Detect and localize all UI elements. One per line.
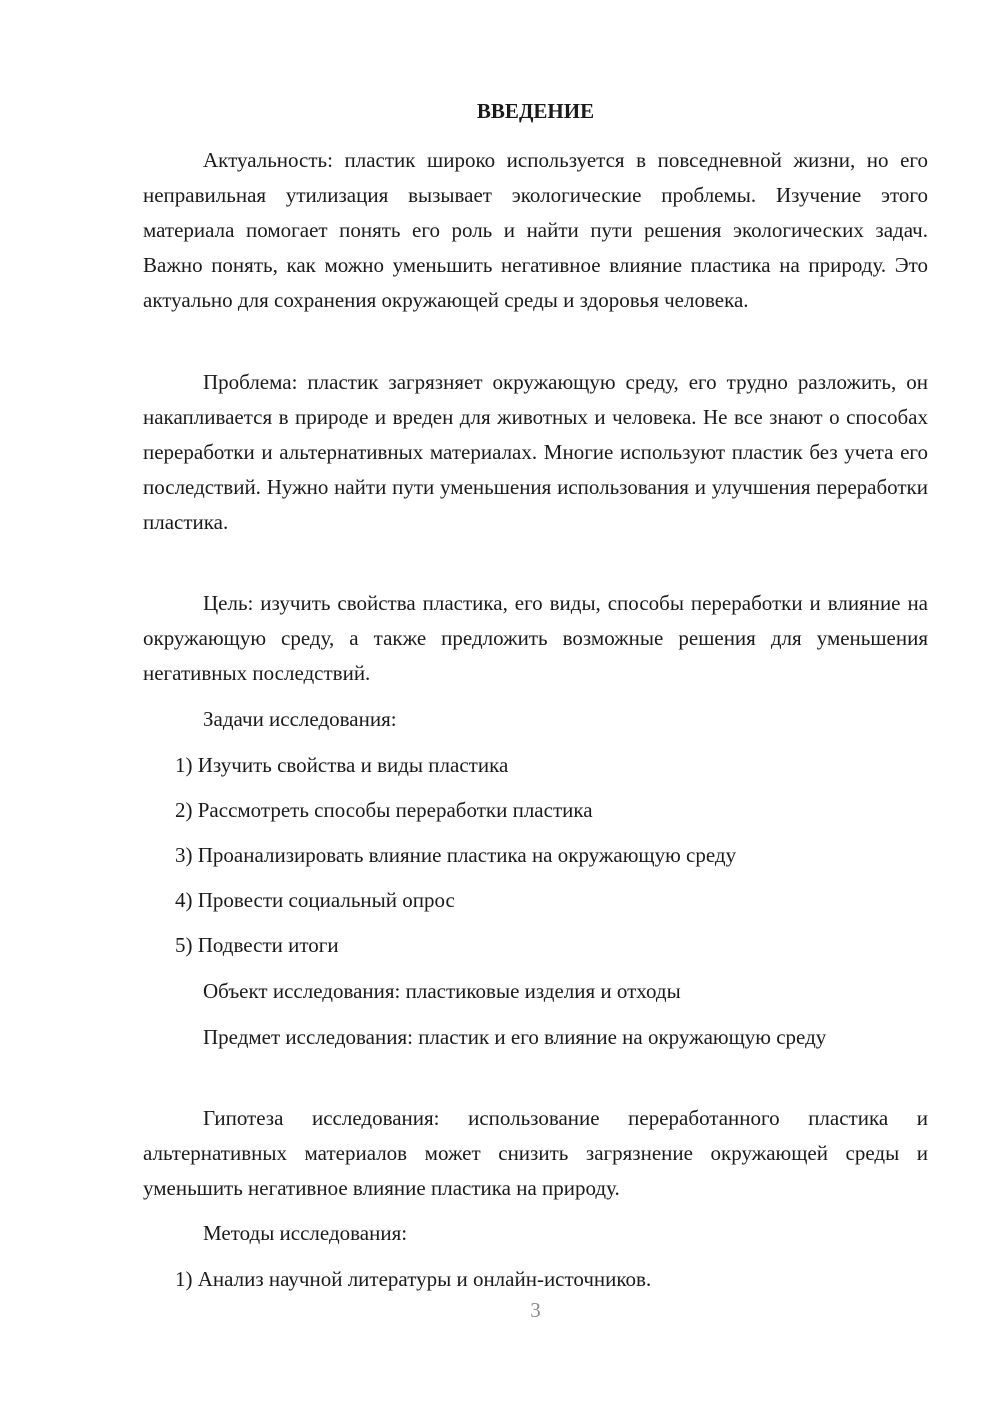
method-item: 1) Анализ научной литературы и онлайн-источников. bbox=[175, 1267, 652, 1291]
page-number: 3 bbox=[530, 1298, 541, 1322]
methods-heading: Методы исследования: bbox=[203, 1221, 408, 1245]
hypothesis-paragraph: Гипотеза исследования: использование переработанного пластика и альтернативных материалов может снизить загрязнение окружающей среды и уменьшить негативное влияние пластика на природу. bbox=[143, 1106, 928, 1200]
task-item: 5) Подвести итоги bbox=[175, 933, 339, 957]
subject-paragraph: Предмет исследования: пластик и его влияние на окружающую среду bbox=[203, 1025, 827, 1049]
problem-paragraph: Проблема: пластик загрязняет окружающую среду, его трудно разложить, он накапливается в природе и вреден для животных и человека. Не все знают о способах переработки и альтернативных материалах. Многие используют пластик без учета его последствий. Нужно найти пути уменьшения использования и улучшения переработки пластика. bbox=[143, 370, 928, 534]
task-item: 2) Рассмотреть способы переработки пластика bbox=[175, 798, 593, 822]
tasks-heading: Задачи исследования: bbox=[203, 707, 397, 731]
task-item: 1) Изучить свойства и виды пластика bbox=[175, 753, 509, 777]
relevance-paragraph: Актуальность: пластик широко используется в повседневной жизни, но его неправильная утилизация вызывает экологические проблемы. Изучение этого материала помогает понять его роль и найти пути решения экологических задач. Важно понять, как можно уменьшить негативное влияние пластика на природу. Это актуально для сохранения окружающей среды и здоровья человека. bbox=[143, 148, 928, 312]
task-item: 4) Провести социальный опрос bbox=[175, 888, 455, 912]
section-heading: ВВЕДЕНИЕ bbox=[476, 99, 595, 123]
object-paragraph: Объект исследования: пластиковые изделия и отходы bbox=[203, 979, 681, 1003]
task-item: 3) Проанализировать влияние пластика на окружающую среду bbox=[175, 843, 737, 867]
goal-paragraph: Цель: изучить свойства пластика, его виды, способы переработки и влияние на окружающую среду, а также предложить возможные решения для уменьшения негативных последствий. bbox=[143, 591, 928, 685]
